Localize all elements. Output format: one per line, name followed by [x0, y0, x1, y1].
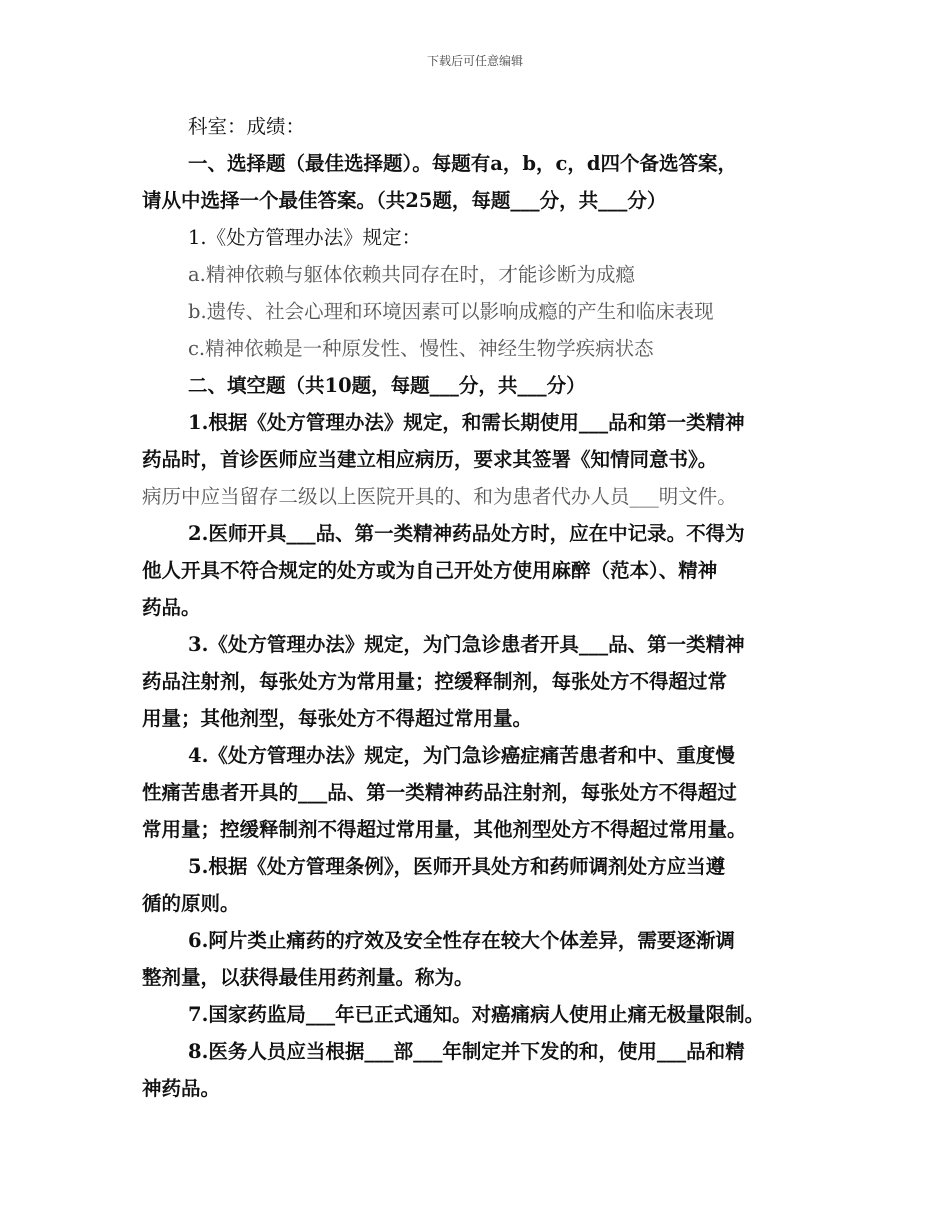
fill-item-1-line3: 病历中应当留存二级以上医院开具的、和为患者代办人员___明文件。: [142, 485, 737, 508]
section2-heading: 二、填空题（共10题，每题___分，共___分）: [188, 374, 586, 397]
document-body: [142, 108, 812, 1107]
fill-item-6-line1: 6.阿片类止痛药的疗效及安全性存在较大个体差异，需要逐渐调: [188, 929, 735, 952]
page-header: 下载后可任意编辑: [426, 54, 523, 68]
fill-item-8-line2: 神药品。: [142, 1077, 221, 1100]
fill-item-3-line1: 3.《处方管理办法》规定，为门急诊患者开具___品、第一类精神: [188, 633, 745, 656]
question-1-option-b: b.遗传、社会心理和环境因素可以影响成瘾的产生和临床表现: [188, 300, 714, 323]
fill-item-5-line2: 循的原则。: [142, 892, 240, 915]
fill-item-2-line1: 2.医师开具___品、第一类精神药品处方时，应在中记录。不得为: [188, 522, 745, 545]
fill-item-3-line2: 药品注射剂，每张处方为常用量；控缓释制剂，每张处方不得超过常: [142, 670, 728, 693]
fill-item-5-line1: 5.根据《处方管理条例》，医师开具处方和药师调剂处方应当遵: [188, 855, 726, 878]
fill-item-7-line1: 7.国家药监局___年已正式通知。对癌痛病人使用止痛无极量限制。: [188, 1003, 765, 1026]
fill-item-2-line3: 药品。: [142, 596, 201, 619]
fill-item-4-line3: 常用量；控缓释制剂不得超过常用量，其他剂型处方不得超过常用量。: [142, 818, 747, 841]
fill-item-4-line1: 4.《处方管理办法》规定，为门急诊癌症痛苦患者和中、重度慢: [188, 744, 735, 767]
fill-item-1-line1: 1.根据《处方管理办法》规定，和需长期使用___品和第一类精神: [188, 411, 745, 434]
fill-item-1-line2: 药品时，首诊医师应当建立相应病历，要求其签署《知情同意书》。: [142, 448, 718, 471]
section1-heading-line2: 请从中选择一个最佳答案。（共25题，每题___分，共___分）: [142, 189, 667, 212]
fill-item-8-line1: 8.医务人员应当根据___部___年制定并下发的和，使用___品和精: [188, 1040, 745, 1063]
fill-item-4-line2: 性痛苦患者开具的___品、第一类精神药品注射剂，每张处方不得超过: [142, 781, 737, 804]
fill-item-2-line2: 他人开具不符合规定的处方或为自己开处方使用麻醉（范本）、精神: [142, 559, 718, 582]
question-1-option-a: a.精神依赖与躯体依赖共同存在时，才能诊断为成瘾: [188, 263, 635, 286]
fill-item-3-line3: 用量；其他剂型，每张处方不得超过常用量。: [142, 707, 533, 730]
question-1-stem: 1.《处方管理办法》规定：: [188, 226, 422, 249]
fill-item-6-line2: 整剂量，以获得最佳用药剂量。称为。: [142, 966, 474, 989]
question-1-option-c: c.精神依赖是一种原发性、慢性、神经生物学疾病状态: [188, 337, 654, 360]
meta-line: 科室：成绩：: [188, 115, 306, 138]
section1-heading-line1: 一、选择题（最佳选择题）。每题有a，b，c，d四个备选答案，: [188, 152, 738, 175]
